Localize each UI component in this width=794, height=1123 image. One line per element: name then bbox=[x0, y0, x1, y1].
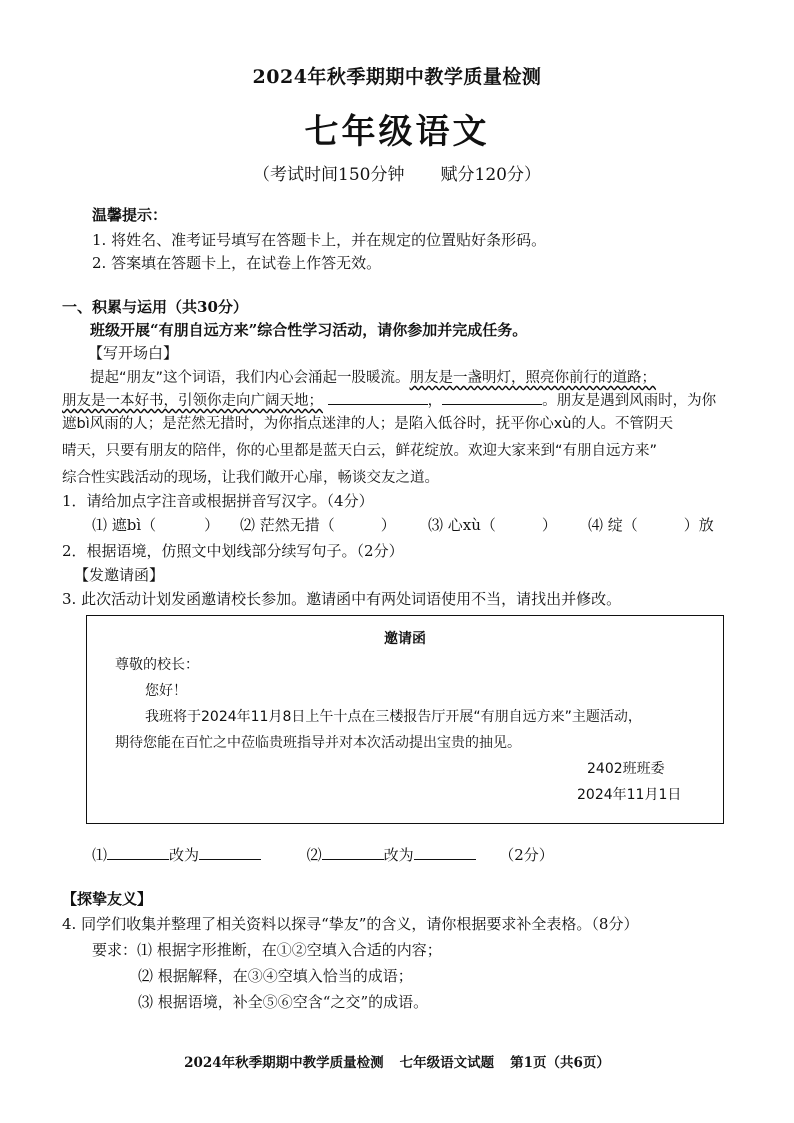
q3-answer-line: ⑴ 改为 ⑵ 改为 （2分） bbox=[92, 846, 554, 864]
question-3-stem: 3. 此次活动计划发函邀请校长参加。邀请函中有两处词语使用不当，请找出并修改。 bbox=[62, 590, 622, 608]
part-label-friendship: 【探挚友义】 bbox=[62, 890, 153, 908]
question-4-stem: 4. 同学们收集并整理了相关资料以探寻“挚友”的含义，请你根据要求补全表格。（8分） bbox=[62, 915, 639, 933]
paragraph-line: 朋友是一本好书，引领你走向广阔天地； ， 。朋友是遇到风雨时，为你 bbox=[62, 389, 716, 410]
tips-title: 温馨提示： bbox=[92, 206, 168, 224]
model-sentence: 朋友是一本好书，引领你走向广阔天地； bbox=[62, 393, 323, 409]
time-info: （考试时间150分钟 bbox=[253, 165, 405, 185]
model-sentence: 朋友是一盏明灯，照亮你前行的道路； bbox=[409, 370, 657, 386]
q4-requirement: ⑵ 根据解释，在③④空填入恰当的成语； bbox=[138, 967, 413, 985]
q1-item-2: ⑵ 茫然无措（ ） bbox=[240, 516, 396, 534]
q4-requirement: 要求：⑴ 根据字形推断，在①②空填入合适的内容； bbox=[92, 941, 442, 959]
question-2-stem: 2．根据语境，仿照文中划线部分续写句子。（2分） bbox=[62, 542, 404, 560]
tip-item: 2. 答案填在答题卡上，在试卷上作答无效。 bbox=[92, 254, 382, 272]
tip-item: 1. 将姓名、准考证号填写在答题卡上，并在规定的位置贴好条形码。 bbox=[92, 231, 547, 249]
fill-blank[interactable] bbox=[328, 390, 428, 405]
para-text: 提起“朋友”这个词语，我们内心会涌起一股暖流。 bbox=[90, 370, 410, 386]
section-intro: 班级开展“有朋自远方来”综合性学习活动，请你参加并完成任务。 bbox=[90, 321, 528, 339]
exam-title: 2024年秋季期期中教学质量检测 bbox=[252, 66, 542, 88]
exam-time-info bbox=[0, 160, 794, 185]
fill-blank[interactable] bbox=[442, 390, 542, 405]
answer-blank[interactable] bbox=[199, 845, 261, 860]
answer-blank[interactable] bbox=[107, 845, 169, 860]
letter-body-line: 期待您能在百忙之中莅临贵班指导并对本次活动提出宝贵的抽见。 bbox=[115, 735, 521, 751]
letter-salutation: 尊敬的校长： bbox=[115, 657, 199, 673]
q1-item-4: ⑷ 绽（ ）放 bbox=[588, 516, 714, 534]
letter-greeting: 您好！ bbox=[145, 683, 187, 699]
letter-title: 邀请函 bbox=[384, 631, 426, 647]
letter-signer: 2402班班委 bbox=[587, 761, 665, 777]
part-label-invitation: 【发邀请函】 bbox=[74, 566, 165, 584]
page-footer bbox=[0, 1051, 794, 1071]
q4-requirement: ⑶ 根据语境，补全⑤⑥空含“之交”的成语。 bbox=[138, 993, 429, 1011]
footer-paper: 七年级语文试题 bbox=[399, 1055, 495, 1071]
subject-title: 七年级语文 bbox=[304, 112, 490, 152]
paragraph-line: 综合性实践活动的现场，让我们敞开心扉，畅谈交友之道。 bbox=[62, 470, 439, 486]
paragraph-line: 晴天，只要有朋友的陪伴，你的心里都是蓝天白云，鲜花绽放。欢迎大家来到“有朋自远方来” bbox=[62, 443, 658, 459]
q1-item-1: ⑴ 遮bì（ ） bbox=[92, 516, 220, 534]
invitation-letter-box bbox=[86, 615, 724, 824]
footer-exam: 2024年秋季期期中教学质量检测 bbox=[184, 1055, 384, 1071]
paragraph-line: 遮bì风雨的人；是茫然无措时，为你指点迷津的人；是陷入低谷时，抚平你心xù的人。不管阴天 bbox=[62, 416, 673, 432]
answer-blank[interactable] bbox=[322, 845, 384, 860]
section-heading: 一、积累与运用（共30分） bbox=[62, 298, 248, 316]
footer-page: 第1页（共6页） bbox=[510, 1055, 610, 1071]
answer-blank[interactable] bbox=[414, 845, 476, 860]
letter-date: 2024年11月1日 bbox=[577, 787, 682, 803]
question-1-stem: 1．请给加点字注音或根据拼音写汉字。（4分） bbox=[62, 492, 374, 510]
para-text: 。朋友是遇到风雨时，为你 bbox=[542, 393, 717, 409]
score-info: 赋分120分） bbox=[440, 165, 541, 185]
letter-body-line: 我班将于2024年11月8日上午十点在三楼报告厅开展“有朋自远方来”主题活动， bbox=[145, 709, 642, 725]
paragraph-line bbox=[90, 366, 656, 387]
q1-item-3: ⑶ 心xù（ ） bbox=[428, 516, 557, 534]
part-label-opening: 【写开场白】 bbox=[88, 344, 179, 362]
